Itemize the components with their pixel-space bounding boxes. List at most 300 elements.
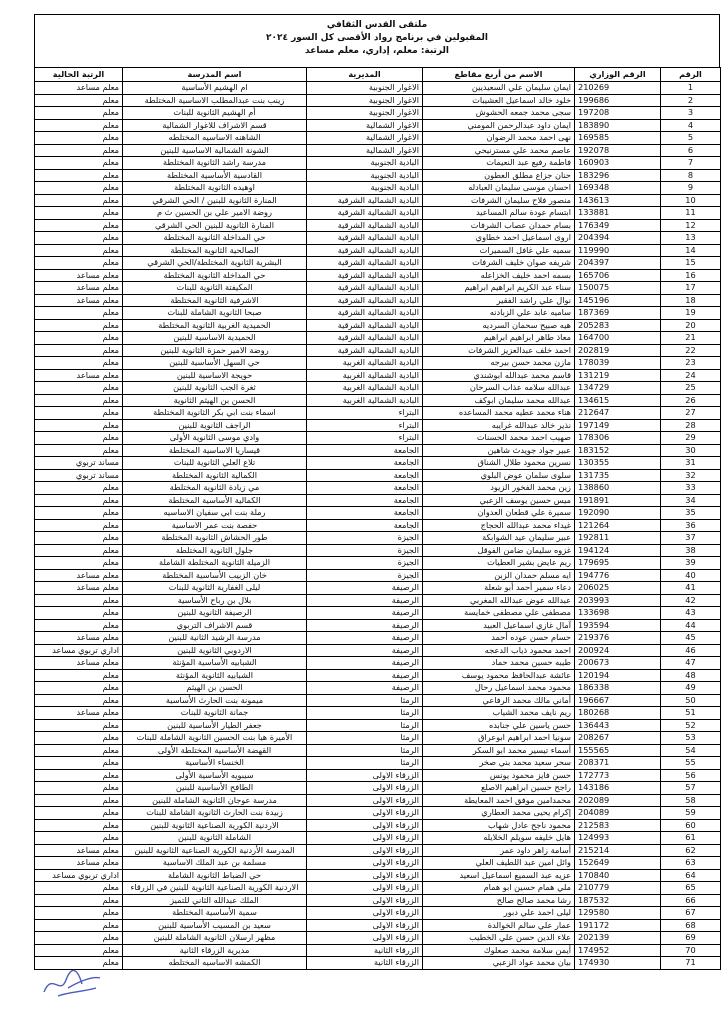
row-school: روضة الامير حمزة الثانوية للبنين (123, 344, 307, 357)
row-position: معلم (35, 782, 123, 795)
table-row (35, 532, 721, 545)
table-row (35, 694, 721, 707)
row-school: المنارة الثانوية للبنين / الحي الشرقي (123, 194, 307, 207)
row-national-id: 191172 (575, 919, 661, 932)
row-directorate: البادية الشمالية الشرقية (307, 294, 423, 307)
row-position: معلم (35, 682, 123, 695)
row-rank: 33 (661, 482, 721, 495)
row-name: عبدالله عوض عبدالله المغربي (423, 594, 575, 607)
row-position: معلم مساعد (35, 582, 123, 595)
table-row (35, 107, 721, 120)
row-rank: 51 (661, 707, 721, 720)
row-school: الشبابيه الثانوية المؤنثة (123, 669, 307, 682)
row-school: حي المداخلة الثانوية المختلطة (123, 269, 307, 282)
row-school: الاشرفية الثانوية المختلطة (123, 294, 307, 307)
row-national-id: 203993 (575, 594, 661, 607)
row-school: حي السهل الأساسية للبنين (123, 357, 307, 370)
row-directorate: الزرقاء الاولى (307, 819, 423, 832)
row-name: آمال غازي اسماعيل العبيد (423, 619, 575, 632)
row-position: معلم (35, 619, 123, 632)
row-school: الطافح الأساسية للبنين (123, 782, 307, 795)
row-national-id: 121264 (575, 519, 661, 532)
row-name: عبير سليمان عيد الشوابكة (423, 532, 575, 545)
row-school: سمية الأساسية المختلطة (123, 907, 307, 920)
row-directorate: الاغوار الجنوبية (307, 107, 423, 120)
row-name: غزوه سليمان ضامن الفوقل (423, 544, 575, 557)
row-position: معلم (35, 344, 123, 357)
table-row (35, 469, 721, 482)
table-row (35, 182, 721, 195)
col-school-header: اسم المدرسة (123, 68, 307, 82)
row-directorate: الجيزة (307, 544, 423, 557)
row-directorate: البادية الشمالية الشرقية (307, 257, 423, 270)
row-position: معلم (35, 394, 123, 407)
row-directorate: البادية الشمالية الغربية (307, 369, 423, 382)
row-name: اروى اسماعيل احمد خطاوي (423, 232, 575, 245)
row-directorate: الاغوار الشمالية (307, 119, 423, 132)
row-directorate: الزرقاء الاولى (307, 894, 423, 907)
row-national-id: 212583 (575, 819, 661, 832)
row-name: راجح حسين ابراهيم الاصلع (423, 782, 575, 795)
row-directorate: البتراء (307, 407, 423, 420)
row-directorate: البادية الشمالية الشرقية (307, 207, 423, 220)
document-header (34, 14, 720, 67)
row-rank: 25 (661, 382, 721, 395)
row-rank: 14 (661, 244, 721, 257)
row-directorate: البادية الجنوبية (307, 157, 423, 170)
col-name-header: الاسم من أربع مقاطع (423, 68, 575, 82)
row-position: معلم (35, 157, 123, 170)
table-row (35, 732, 721, 745)
row-directorate: الزرقاء الاولى (307, 869, 423, 882)
row-position: معلم (35, 544, 123, 557)
row-school: المدرسة الأردنية الكورية الصناعية الثانوية للبنين (123, 844, 307, 857)
row-position: معلم (35, 319, 123, 332)
row-directorate: الجامعة (307, 494, 423, 507)
row-national-id: 165706 (575, 269, 661, 282)
row-directorate: الزرقاء الاولى (307, 807, 423, 820)
row-position: معلم (35, 132, 123, 145)
row-directorate: الجيزة (307, 569, 423, 582)
row-school: الحسن بن الهيثم (123, 682, 307, 695)
table-row (35, 457, 721, 470)
row-position: معلم (35, 807, 123, 820)
row-national-id: 143186 (575, 782, 661, 795)
row-directorate: الرصيفة (307, 632, 423, 645)
row-national-id: 170840 (575, 869, 661, 882)
row-national-id: 215214 (575, 844, 661, 857)
row-directorate: الجامعة (307, 469, 423, 482)
row-name: أماني مالك محمد الرفاعي (423, 694, 575, 707)
row-school: اسماء بنت ابي بكر الثانوية المختلطة (123, 407, 307, 420)
row-school: الشبابيه الأساسية المؤنثة (123, 657, 307, 670)
table-row (35, 194, 721, 207)
row-school: ثغرة الجب الثانوية للبنين (123, 382, 307, 395)
row-rank: 6 (661, 144, 721, 157)
row-rank: 68 (661, 919, 721, 932)
row-national-id: 197149 (575, 419, 661, 432)
row-rank: 15 (661, 257, 721, 270)
table-row (35, 319, 721, 332)
table-row (35, 557, 721, 570)
row-national-id: 179695 (575, 557, 661, 570)
row-directorate: البادية الشمالية الغربية (307, 394, 423, 407)
row-school: وادي موسى الثانوية الأولى (123, 432, 307, 445)
row-position: معلم مساعد (35, 569, 123, 582)
row-directorate: الرصيفة (307, 669, 423, 682)
row-position: معلم (35, 744, 123, 757)
row-name: حسام حسن عوده أحمد (423, 632, 575, 645)
row-national-id: 202139 (575, 932, 661, 945)
row-national-id: 197208 (575, 107, 661, 120)
row-rank: 59 (661, 807, 721, 820)
row-directorate: الرمثا (307, 694, 423, 707)
table-row (35, 394, 721, 407)
table-row (35, 244, 721, 257)
row-rank: 22 (661, 344, 721, 357)
row-national-id: 178306 (575, 432, 661, 445)
row-name: ساميه عابد علي الزبادنه (423, 307, 575, 320)
row-position: معلم (35, 819, 123, 832)
row-national-id: 202819 (575, 344, 661, 357)
row-rank: 27 (661, 407, 721, 420)
row-national-id: 180268 (575, 707, 661, 720)
row-name: غيداء محمد عبدالله الحجاج (423, 519, 575, 532)
row-national-id: 204394 (575, 232, 661, 245)
row-rank: 65 (661, 882, 721, 895)
table-row (35, 482, 721, 495)
row-position: معلم (35, 719, 123, 732)
row-national-id: 131219 (575, 369, 661, 382)
row-rank: 52 (661, 719, 721, 732)
row-name: مصطفى علي مصطفى خمايسة (423, 607, 575, 620)
row-name: رشا محمد صالح صالح (423, 894, 575, 907)
row-name: نهى احمد محمد الرضوان (423, 132, 575, 145)
row-school: الشاهنه الاساسيه المختلطه (123, 132, 307, 145)
row-directorate: الزرقاء الاولى (307, 919, 423, 932)
row-school: الكمالية الثانوية المختلطة (123, 469, 307, 482)
row-position: معلم (35, 494, 123, 507)
table-row (35, 407, 721, 420)
row-directorate: البادية الشمالية الشرقية (307, 307, 423, 320)
row-position: معلم (35, 257, 123, 270)
row-position: معلم (35, 894, 123, 907)
row-position: معلم (35, 407, 123, 420)
table-row (35, 419, 721, 432)
row-school: الأميرة هيا بنت الحسين الثانوية الشاملة للبنات (123, 732, 307, 745)
row-rank: 49 (661, 682, 721, 695)
row-rank: 44 (661, 619, 721, 632)
row-rank: 67 (661, 907, 721, 920)
row-directorate: الجامعة (307, 519, 423, 532)
row-position: معلم (35, 732, 123, 745)
row-school: قيساريا الاساسية المختلطة (123, 444, 307, 457)
row-rank: 21 (661, 332, 721, 345)
row-national-id: 208371 (575, 757, 661, 770)
row-position: معلم (35, 907, 123, 920)
table-row (35, 632, 721, 645)
row-name: عبير جواد جويدث شاهين (423, 444, 575, 457)
row-name: نوال علي راشد الفقير (423, 294, 575, 307)
row-school: حي الضباط الثانوية الشاملة (123, 869, 307, 882)
row-school: مدرسة راشد الثانوية المختلطة (123, 157, 307, 170)
row-national-id: 178039 (575, 357, 661, 370)
table-row (35, 494, 721, 507)
row-name: أسماء تيسير محمد ابو السكر (423, 744, 575, 757)
row-national-id: 169585 (575, 132, 661, 145)
row-national-id: 155565 (575, 744, 661, 757)
row-rank: 56 (661, 769, 721, 782)
table-row (35, 669, 721, 682)
row-rank: 55 (661, 757, 721, 770)
table-row (35, 369, 721, 382)
row-school: حي المداخلة الثانوية المختلطة (123, 232, 307, 245)
row-national-id: 204397 (575, 257, 661, 270)
table-row (35, 907, 721, 920)
row-directorate: البادية الشمالية الغربية (307, 357, 423, 370)
row-directorate: الاغوار الشمالية (307, 144, 423, 157)
header-rank-line: الرتبة: معلم، إداري، معلم مساعد (305, 46, 449, 56)
row-directorate: البادية الشمالية الشرقية (307, 269, 423, 282)
row-national-id: 164700 (575, 332, 661, 345)
row-school: القادسية الأساسية المختلطة (123, 169, 307, 182)
row-rank: 12 (661, 219, 721, 232)
row-name: معاذ طاهر ابراهيم ابراهيم (423, 332, 575, 345)
row-rank: 62 (661, 844, 721, 857)
table-row (35, 919, 721, 932)
row-name: سناء عبد الكريم ابراهيم ابراهيم (423, 282, 575, 295)
row-school: الاردنية الكورية الصناعية الثانوية للبنين (123, 819, 307, 832)
row-position: معلم (35, 94, 123, 107)
row-school: الكمشه الاساسيه المختلطه (123, 957, 307, 970)
row-national-id: 194124 (575, 544, 661, 557)
row-position: معلم (35, 307, 123, 320)
table-row (35, 94, 721, 107)
row-rank: 7 (661, 157, 721, 170)
header-subtitle: المقبولين في برنامج رواد الأقصى كل السور ٢٠٢٤ (265, 33, 488, 43)
row-position: معلم (35, 694, 123, 707)
row-name: ايمان سليمان علي السعيديين (423, 82, 575, 95)
row-name: عبدالله سلامه عذاب السرحان (423, 382, 575, 395)
row-national-id: 134615 (575, 394, 661, 407)
row-national-id: 160903 (575, 157, 661, 170)
row-rank: 30 (661, 444, 721, 457)
row-school: اوهيده الثانوية المختلطة (123, 182, 307, 195)
row-directorate: الزرقاء الثانية (307, 944, 423, 957)
row-rank: 40 (661, 569, 721, 582)
row-name: محمود محمد اسماعيل رحال (423, 682, 575, 695)
row-rank: 57 (661, 782, 721, 795)
row-directorate: الاغوار الجنوبية (307, 82, 423, 95)
row-position: معلم (35, 219, 123, 232)
table-row (35, 169, 721, 182)
row-national-id: 205283 (575, 319, 661, 332)
row-rank: 13 (661, 232, 721, 245)
row-name: وائل امين عبد اللطيف العلي (423, 857, 575, 870)
row-school: الاردوبي الثانوية للبنين (123, 644, 307, 657)
row-national-id: 206025 (575, 582, 661, 595)
row-school: الكمالية الأساسية المختلطة (123, 494, 307, 507)
row-rank: 53 (661, 732, 721, 745)
row-position: معلم (35, 594, 123, 607)
table-row (35, 707, 721, 720)
row-position: معلم (35, 607, 123, 620)
row-position: مساند تربوي (35, 457, 123, 470)
row-directorate: الزرقاء الاولى (307, 769, 423, 782)
signature-mark (38, 962, 108, 1002)
row-national-id: 124993 (575, 832, 661, 845)
table-row (35, 794, 721, 807)
row-name: دعاء سمير أحمد أبو شعلة (423, 582, 575, 595)
row-directorate: الزرقاء الاولى (307, 882, 423, 895)
row-position: معلم مساعد (35, 857, 123, 870)
row-school: طور الحشاش الثانوية المختلطة (123, 532, 307, 545)
row-directorate: الزرقاء الاولى (307, 857, 423, 870)
row-rank: 19 (661, 307, 721, 320)
row-school: ميمونة بنت الحارث الأساسية (123, 694, 307, 707)
row-name: مازن محمد حسن بيرجه (423, 357, 575, 370)
table-row (35, 282, 721, 295)
row-school: زينب بنت عبدالمطلب الاساسية المختلطة (123, 94, 307, 107)
row-position: معلم (35, 557, 123, 570)
row-position: معلم مساعد (35, 369, 123, 382)
row-directorate: الجامعة (307, 482, 423, 495)
row-rank: 34 (661, 494, 721, 507)
table-row (35, 157, 721, 170)
row-directorate: البادية الشمالية الشرقية (307, 244, 423, 257)
row-rank: 38 (661, 544, 721, 557)
row-rank: 64 (661, 869, 721, 882)
row-directorate: الزرقاء الاولى (307, 907, 423, 920)
table-row (35, 144, 721, 157)
row-name: عزيه عبد السميع اسماعيل اسعيد (423, 869, 575, 882)
row-name: نذير خالد عبدالله غرايبه (423, 419, 575, 432)
row-directorate: الرمثا (307, 719, 423, 732)
row-directorate: الجامعة (307, 444, 423, 457)
row-directorate: الرمثا (307, 744, 423, 757)
row-name: عمار علي سالم الخوالدة (423, 919, 575, 932)
row-rank: 50 (661, 694, 721, 707)
row-directorate: الرصيفة (307, 582, 423, 595)
row-directorate: البتراء (307, 419, 423, 432)
row-rank: 70 (661, 944, 721, 957)
header-title: ملتقى القدس الثقافي (326, 20, 428, 30)
row-school: الاردنية الكورية الصناعية الثانوية للبنين في الزرقاء (123, 882, 307, 895)
row-national-id: 192811 (575, 532, 661, 545)
row-position: معلم مساعد (35, 844, 123, 857)
row-position: معلم (35, 832, 123, 845)
row-directorate: الرصيفة (307, 644, 423, 657)
row-school: جعفر الطيار الأساسية للبنين (123, 719, 307, 732)
row-rank: 18 (661, 294, 721, 307)
row-directorate: الرصيفة (307, 594, 423, 607)
row-national-id: 133698 (575, 607, 661, 620)
table-row (35, 644, 721, 657)
row-school: مديرية الزرقاء الثانية (123, 944, 307, 957)
row-position: معلم (35, 232, 123, 245)
row-national-id: 183152 (575, 444, 661, 457)
row-position: معلم (35, 769, 123, 782)
row-name: نسرين محمود طلال الشناق (423, 457, 575, 470)
row-rank: 69 (661, 932, 721, 945)
accepted-table (34, 67, 721, 970)
row-national-id: 194776 (575, 569, 661, 582)
row-position: معلم (35, 144, 123, 157)
row-position: معلم (35, 357, 123, 370)
row-directorate: البتراء (307, 432, 423, 445)
row-directorate: البادية الشمالية الشرقية (307, 319, 423, 332)
row-rank: 48 (661, 669, 721, 682)
row-position: مساند تربوي (35, 469, 123, 482)
row-national-id: 187369 (575, 307, 661, 320)
row-rank: 28 (661, 419, 721, 432)
row-name: حسن ياسين علي جنابده (423, 719, 575, 732)
row-national-id: 208267 (575, 732, 661, 745)
row-school: سعيد بن المسيب الأساسية للبنين (123, 919, 307, 932)
row-name: حسن فايز محمود يونس (423, 769, 575, 782)
row-school: المكيفتة الثانوية للبنات (123, 282, 307, 295)
row-school: بلال بن رباح الأساسية (123, 594, 307, 607)
row-national-id: 202089 (575, 794, 661, 807)
row-name: زين محمد الفخور الزيود (423, 482, 575, 495)
table-row (35, 594, 721, 607)
row-national-id: 131735 (575, 469, 661, 482)
table-row (35, 619, 721, 632)
row-directorate: الرمثا (307, 707, 423, 720)
row-name: محمدامين موفق احمد المعايطة (423, 794, 575, 807)
row-name: إكرام يحيى محمد العطاري (423, 807, 575, 820)
row-position: معلم (35, 757, 123, 770)
row-directorate: الزرقاء الاولى (307, 832, 423, 845)
row-rank: 1 (661, 82, 721, 95)
row-school: الصالحية الثانوية المختلطة (123, 244, 307, 257)
row-school: الملك عبدالله الثاني للتميز (123, 894, 307, 907)
row-directorate: الجيزة (307, 557, 423, 570)
row-name: خلود خالد اسماعيل العشيبات (423, 94, 575, 107)
row-position: معلم (35, 432, 123, 445)
row-national-id: 210269 (575, 82, 661, 95)
row-directorate: البادية الشمالية الغربية (307, 382, 423, 395)
row-name: منصور فلاح سليمان الشرفات (423, 194, 575, 207)
row-name: أيمن سلامة محمد صعلوك (423, 944, 575, 957)
row-directorate: الرصيفة (307, 607, 423, 620)
row-national-id: 200673 (575, 657, 661, 670)
row-national-id: 183890 (575, 119, 661, 132)
row-position: معلم مساعد (35, 282, 123, 295)
row-school: قسم الاشراف التربوي (123, 619, 307, 632)
row-national-id: 138860 (575, 482, 661, 495)
table-row (35, 682, 721, 695)
row-name: احسان موسى سليمان العبادله (423, 182, 575, 195)
table-row (35, 869, 721, 882)
row-school: المنارة الثانوية للبنين الحي الشرقي (123, 219, 307, 232)
row-name: عاصم محمد علي مسترنيحي (423, 144, 575, 157)
row-position: معلم (35, 794, 123, 807)
row-school: مدرسة عوجان الثانوية الشاملة للبنين (123, 794, 307, 807)
table-body (35, 82, 721, 970)
row-position: معلم مساعد (35, 707, 123, 720)
row-school: أم الهشيم الثانوية للبنات (123, 107, 307, 120)
table-row (35, 932, 721, 945)
table-header-row (35, 68, 721, 82)
row-national-id: 212647 (575, 407, 661, 420)
document-page (34, 14, 720, 970)
row-national-id: 192078 (575, 144, 661, 157)
row-national-id: 152649 (575, 857, 661, 870)
row-directorate: البادية الجنوبية (307, 182, 423, 195)
row-national-id: 186338 (575, 682, 661, 695)
row-school: الشونة الشمالية الاساسية للبنين (123, 144, 307, 157)
